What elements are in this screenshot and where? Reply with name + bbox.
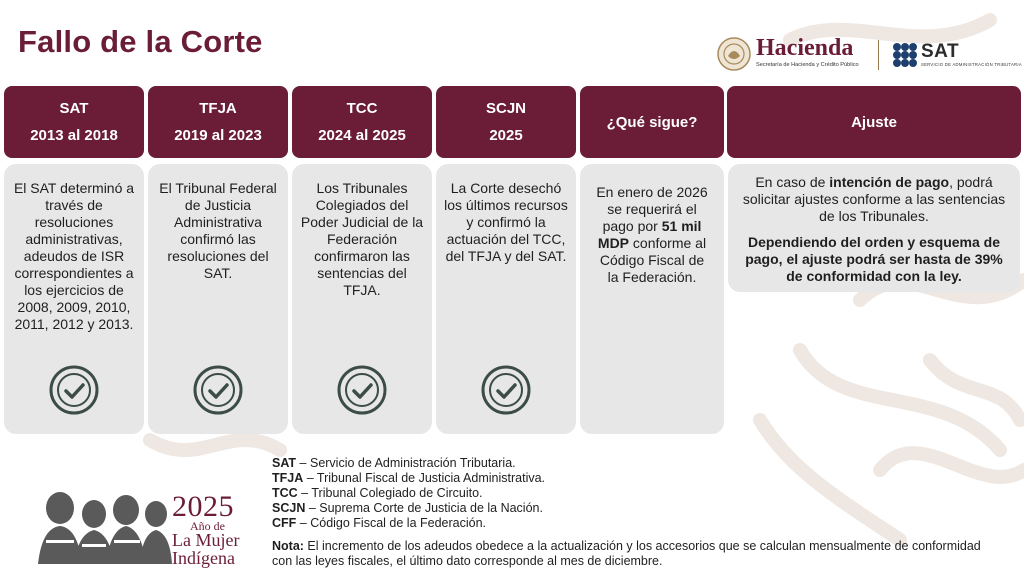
col-tfja-header (148, 86, 288, 158)
col-header-title: SCJN (485, 100, 526, 117)
note-label: Nota: (272, 539, 304, 553)
col-body-text: El SAT determinó a través de resoluciones administrativas, adeudos de ISR correspondientes a los ejercicios de 2008, 2009, 2010, 2011, 2012 y 2013. (13, 180, 135, 332)
payment-amount: 51 mil MDP (597, 218, 702, 251)
ajuste-paragraph-1 (740, 174, 1008, 225)
glossary-item (272, 501, 545, 516)
col-scjn-header (436, 86, 576, 158)
ajuste-paragraph-2: Dependiendo del orden y esquema de pago, el ajuste podrá ser hasta de 39% de conformidad con la ley. (745, 234, 1003, 284)
col-que-sigue-header (580, 86, 724, 158)
glossary-def: – Tribunal Fiscal de Justicia Administrativa. (303, 471, 546, 485)
glossary-abbr: TCC (272, 486, 298, 500)
note-text: El incremento de los adeudos obedece a la actualización y los accesorios que se calculan mensualmente de conformidad con las leyes fiscales, el último dato corresponde al mes de diciembre. (272, 539, 981, 568)
glossary-item (272, 471, 545, 486)
body-text-pre: En enero de 2026 se requerirá el pago por (596, 184, 708, 234)
col-header-years: 2024 al 2025 (318, 127, 406, 144)
col-tfja-body (148, 164, 288, 434)
glossary-abbr: SCJN (272, 501, 306, 515)
col-tcc-header (292, 86, 432, 158)
check-circle-icon (336, 364, 388, 416)
col-header-title: TFJA (199, 100, 237, 117)
hacienda-subtitle: Secretaría de Hacienda y Crédito Público (756, 62, 859, 68)
col-header-years: 2013 al 2018 (30, 127, 118, 144)
check-circle-icon (48, 364, 100, 416)
logos-area (716, 35, 1022, 76)
glossary (272, 456, 545, 531)
glossary-def: – Servicio de Administración Tributaria. (296, 456, 516, 470)
glossary-item (272, 516, 545, 531)
body-text-post: conforme al Código Fiscal de la Federación. (599, 235, 707, 285)
col-header-title: Ajuste (851, 113, 897, 131)
hacienda-emblem-icon (716, 36, 752, 72)
glossary-item (272, 456, 545, 471)
hacienda-name: Hacienda (756, 35, 854, 61)
ajuste-text-pre: En caso de (755, 174, 830, 190)
col-scjn-body (436, 164, 576, 434)
check-circle-icon (192, 364, 244, 416)
glossary-def: – Código Fiscal de la Federación. (296, 516, 486, 530)
col-header-title: SAT (59, 100, 89, 117)
col-body-text: La Corte desechó los últimos recursos y confirmó la actuación del TCC, del TFJA y del SAT. (444, 180, 568, 264)
sat-dots-icon (892, 42, 918, 68)
col-header-years: 2025 (489, 127, 523, 144)
banner-ano: Año de (190, 519, 225, 533)
check-circle-icon (480, 364, 532, 416)
logo-separator (878, 40, 879, 70)
glossary-abbr: SAT (272, 456, 297, 470)
glossary-abbr: CFF (272, 516, 297, 530)
glossary-def: – Suprema Corte de Justicia de la Nación. (305, 501, 543, 515)
banner-line-2: Indígena (172, 548, 235, 568)
glossary-abbr: TFJA (272, 471, 304, 485)
ajuste-text-post: , podrá solicitar ajustes conforme a las sentencias de los Tribunales. (742, 174, 1006, 224)
ajuste-intencion-pago: intención de pago (829, 174, 950, 190)
banner-year: 2025 (172, 490, 234, 523)
col-ajuste-header (727, 86, 1021, 158)
sat-name: SAT (921, 41, 960, 62)
col-sat-header (4, 86, 144, 158)
col-que-sigue-body (580, 164, 724, 434)
col-sat-body (4, 164, 144, 434)
sat-subtitle: SERVICIO DE ADMINISTRACIÓN TRIBUTARIA (921, 62, 1022, 67)
col-body-text: Los Tribunales Colegiados del Poder Judicial de la Federación confirmaron las sentencias del TFJA. (300, 180, 424, 298)
glossary-item (272, 486, 545, 501)
footnote (272, 539, 992, 569)
banner-line-1: La Mujer (172, 530, 240, 550)
col-header-title: TCC (346, 100, 378, 117)
glossary-def: – Tribunal Colegiado de Circuito. (297, 486, 483, 500)
col-header-title: ¿Qué sigue? (606, 113, 698, 131)
col-body-text (594, 184, 710, 286)
col-header-years: 2019 al 2023 (174, 127, 262, 144)
page-title: Fallo de la Corte (18, 24, 263, 59)
col-body-text: El Tribunal Federal de Justicia Administrativa confirmó las resoluciones del SAT. (159, 180, 277, 281)
col-ajuste-body (728, 164, 1020, 292)
col-tcc-body (292, 164, 432, 434)
